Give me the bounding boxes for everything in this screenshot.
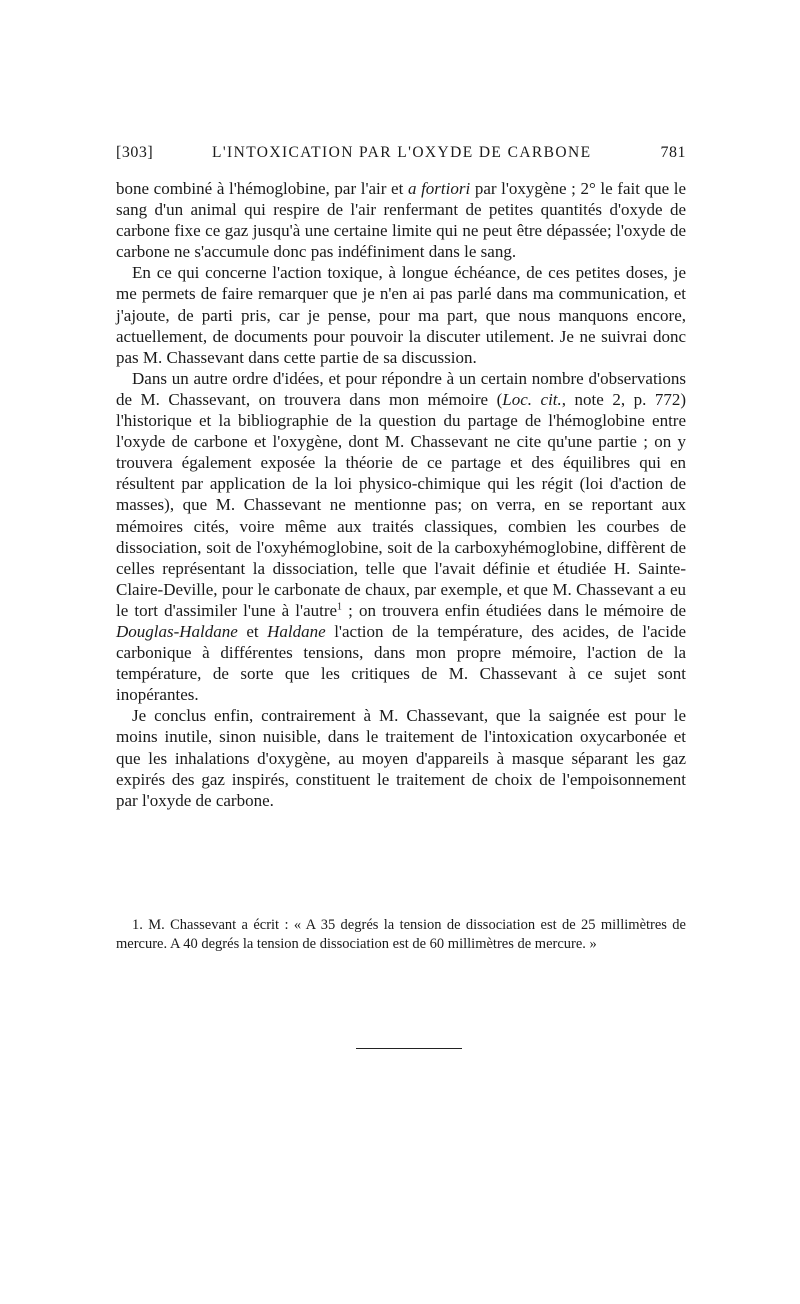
- paragraph-3-text-c: , note 2, p. 772) l'historique et la bibliographie de la question du partage de l'hémoglobine entre l'oxyde de carbone et l'oxygène, dont M. Chassevant ne cite qu'une partie ; on y trouvera également exposée la théorie de ce partage et des équilibres qui en résultent par application de la loi physico-chimique qui les régit (loi d'action de masses), que M. Chassevant ne mentionne pas; on verra, en se reportant aux mémoires cités, voire même aux traités classiques, combien les courbes de dissociation, soit de l'oxyhémoglobine, soit de la carboxyhémoglobine, diffèrent de celles représentant la dissociation, telle que l'avait définie et étudiée H. Sainte-Claire-Deville, pour le carbonate de chaux, par exemple, et que M. Chassevant a eu le tort d'assimiler l'une à l'autre: [116, 389, 686, 620]
- paragraph-3: [116, 368, 686, 706]
- paragraph-3-text-h: l'action de la température, des acides, de l'acide carbonique à différentes tensions, dans mon propre mémoire, l'action de la température, de sorte que les critiques de M. Chassevant à ce sujet sont inopérantes.: [116, 621, 686, 705]
- paragraph-1: [116, 178, 686, 262]
- page-number: 781: [660, 144, 686, 161]
- closing-rule: [356, 1048, 462, 1049]
- header-section-number: [303]: [116, 144, 154, 161]
- header-title: L'INTOXICATION PAR L'OXYDE DE CARBONE: [212, 144, 592, 161]
- paragraph-3-author-2: Haldane: [267, 621, 326, 641]
- paragraph-1-italic: a fortiori: [407, 179, 471, 198]
- paragraph-4: Je conclus enfin, contrairement à M. Chassevant, que la saignée est pour le moins inutile, sinon nuisible, dans le traitement de l'intoxication oxycarbonée et que les inhalations d'oxygène, au moyen d'appareils à masque séparant les gaz expirés des gaz inspirés, constituent le traitement de choix de l'empoisonnement par l'oxyde de carbone.: [116, 706, 686, 810]
- paragraph-3-text-f: et: [237, 621, 268, 641]
- paragraph-3-citation: Loc. cit.: [502, 389, 562, 409]
- paragraph-1-text-a: bone combiné à l'hémoglobine, par l'air et: [116, 179, 408, 198]
- paragraph-2: En ce qui concerne l'action toxique, à longue échéance, de ces petites doses, je me permets de faire remarquer que je n'en ai pas parlé dans ma communication, et j'ajoute, de parti pris, car je pense, pour ma part, que nous manquons encore, actuellement, de documents pour pouvoir la discuter utilement. Je ne suivrai donc pas M. Chassevant dans cette partie de sa discussion.: [116, 263, 686, 367]
- footnote-reference: 1: [337, 601, 343, 613]
- footnote-text: 1. M. Chassevant a écrit : « A 35 degrés la tension de dissociation est de 25 millimètres de mercure. A 40 degrés la tension de dissociation est de 60 millimètres de mercure. »: [116, 917, 686, 952]
- paragraph-3-text-d: ; on trouvera enfin étudiées dans le mémoire de: [342, 600, 686, 620]
- body-text: [116, 178, 686, 811]
- paragraph-3-text-a: Dans un autre ordre d'idées, et pour répondre à un certain nombre d'observations de M. Chassevant, on trouvera dans mon mémoire (: [116, 368, 686, 409]
- paragraph-1-text-c: par l'oxygène ; 2° le fait que le sang d'un animal qui respire de l'air renfermant de petites quantités d'oxyde de carbone fixe ce gaz jusqu'à une certaine limite qui ne peut être dépassée; l'oxyde de carbone ne s'accumule donc pas indéfiniment dans le sang.: [116, 179, 686, 262]
- running-header: [116, 144, 686, 166]
- footnote: [116, 916, 686, 953]
- paragraph-3-author-1: Douglas-Haldane: [116, 621, 238, 641]
